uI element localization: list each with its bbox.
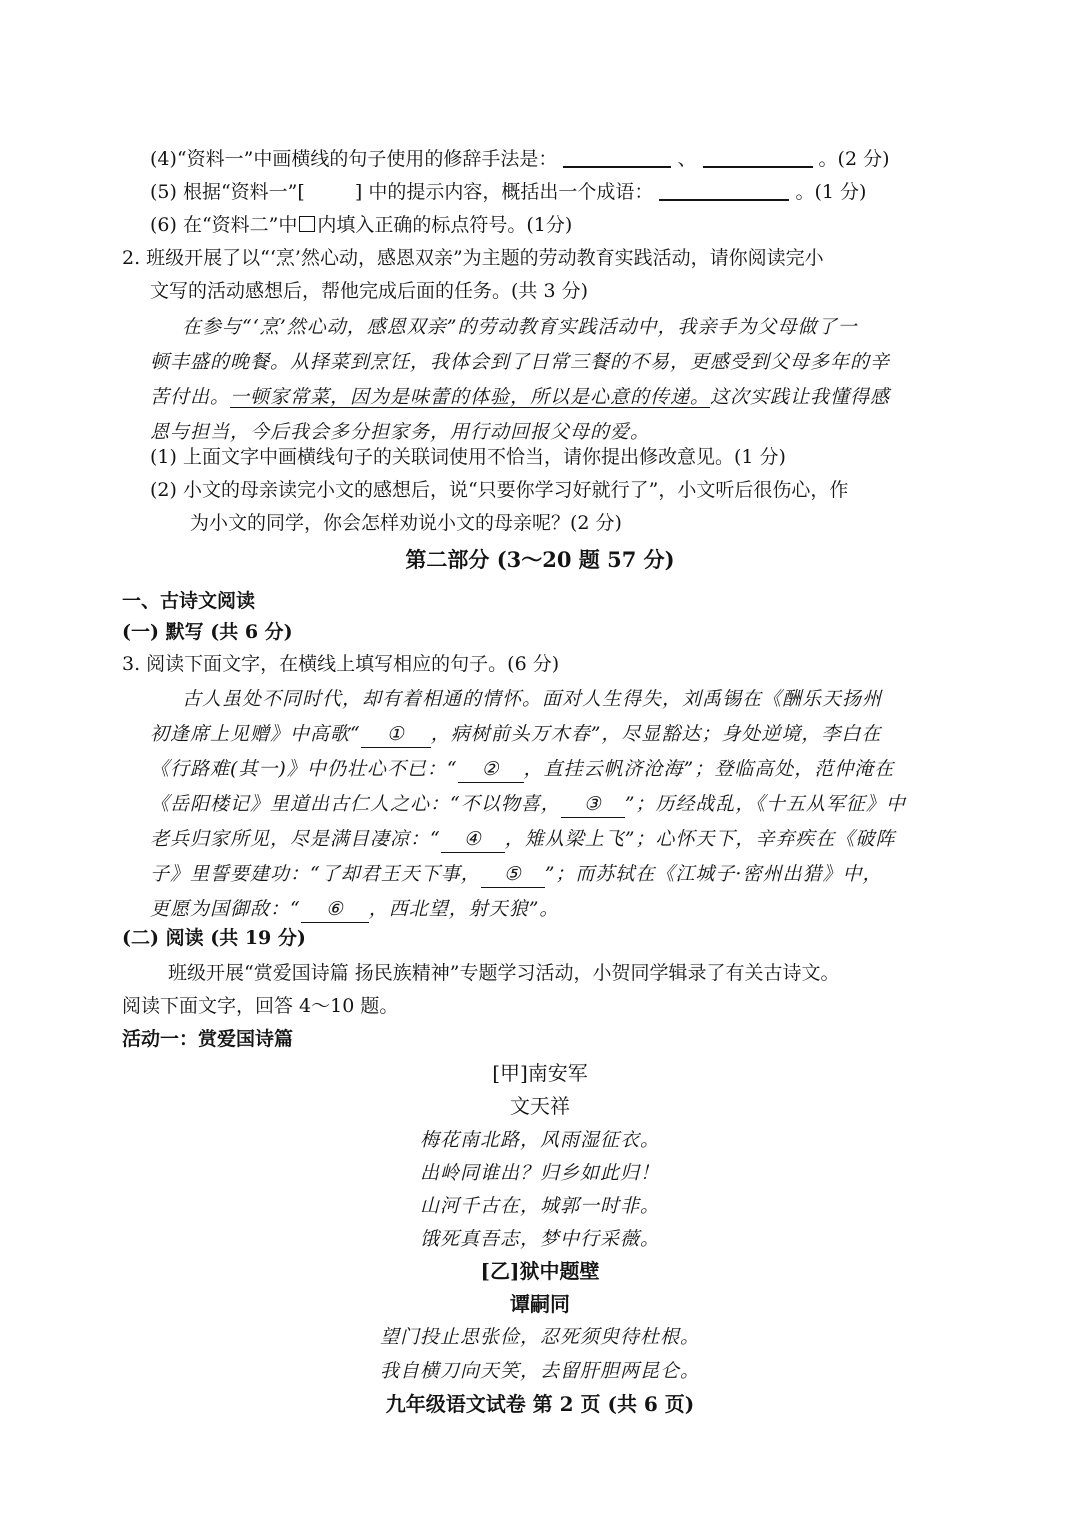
essay-line: 顿丰盛的晚餐。从择菜到烹饪，我体会到了日常三餐的不易，更感受到父母多年的辛 [150,351,891,373]
question-4: (4)“资料一”中画横线的句子使用的修辞手法是： 、 。(2 分) [150,148,890,170]
passage-line: 《行路难(其一)》中仍壮心不已：“ ② ，直挂云帆济沧海”；登临高处，范仲淹在 [150,756,894,783]
essay-line: 在参与“‘烹’然心动，感恩双亲”的劳动教育实践活动中，我亲手为父母做了一 [182,316,858,338]
subquestion-2-line1: (2) 小文的母亲读完小文的感想后，说“只要你学习好就行了”，小文听后很伤心，作 [150,479,849,501]
question-3: 3. 阅读下面文字，在横线上填写相应的句子。(6 分) [122,653,560,675]
page-footer: 九年级语文试卷 第 2 页 (共 6 页) [385,1392,695,1416]
passage-line: 《岳阳楼记》里道出古仁人之心：“不以物喜， ③ ”；历经战乱，《十五从军征》中 [150,791,906,818]
essay-line: 苦付出。一顿家常菜，因为是味蕾的体验，所以是心意的传递。这次实践让我懂得感 [150,386,891,408]
poem-title: [乙]狱中题壁 [480,1259,600,1283]
underlined-sentence: 一顿家常菜，因为是味蕾的体验，所以是心意的传递。 [230,386,711,408]
fill-blank-5[interactable]: ⑤ [481,861,545,888]
fill-blank-2[interactable]: ② [458,756,524,783]
subquestion-2-line2: 为小文的同学，你会怎样劝说小文的母亲呢？(2 分) [190,512,622,534]
part-heading: 第二部分 (3～20 题 57 分) [405,547,675,572]
section-heading: (一) 默写 (共 6 分) [122,621,293,643]
poem-line: 望门投止思张俭，忍死须臾待杜根。 [379,1326,700,1348]
passage-line: 更愿为国御敌：“ ⑥ ，西北望，射天狼”。 [150,896,559,923]
question-2-line1: 2. 班级开展了以“‘烹’然心动，感恩双亲”为主题的劳动教育实践活动，请你阅读完小 [122,247,824,269]
fill-blank-6[interactable]: ⑥ [301,896,369,923]
poem-line: 我自横刀向天笑，去留肝胆两昆仑。 [379,1360,700,1382]
activity-heading: 活动一：赏爱国诗篇 [122,1028,294,1050]
question-5: (5) 根据“资料一”[ ] 中的提示内容，概括出一个成语： 。(1 分) [150,181,867,203]
poem-line: 梅花南北路，风雨湿征衣。 [419,1129,660,1151]
box-symbol [299,216,315,232]
fill-blank-4[interactable]: ④ [441,826,505,853]
question-2-line2: 文写的活动感想后，帮他完成后面的任务。(共 3 分) [150,280,588,302]
section-heading: (二) 阅读 (共 19 分) [122,927,306,949]
question-6: (6) 在“资料二”中 内填入正确的标点符号。(1分) [150,214,573,236]
poem-title: [甲]南安军 [492,1061,588,1085]
poem-author: 谭嗣同 [510,1292,570,1316]
answer-blank[interactable] [703,146,813,168]
poem-line: 山河千古在，城郭一时非。 [419,1195,660,1217]
passage-line: 子》里誓要建功：“了却君王天下事， ⑤ ”；而苏轼在《江城子·密州出猎》中， [150,861,882,888]
answer-blank[interactable] [659,179,789,201]
passage-line: 古人虽处不同时代，却有着相通的情怀。面对人生得失，刘禹锡在《酬乐天扬州 [182,688,883,710]
passage-line: 初逢席上见赠》中高歌“ ① ，病树前头万木春”，尽显豁达；身处逆境，李白在 [150,721,881,748]
poem-author: 文天祥 [510,1094,570,1118]
intro-line: 班级开展“赏爱国诗篇 扬民族精神”专题学习活动，小贺同学辑录了有关古诗文。 [168,962,840,984]
passage-line: 老兵归家所见，尽是满目凄凉：“ ④ ，雉从梁上飞”；心怀天下，辛弃疾在《破阵 [150,826,895,853]
section-heading: 一、古诗文阅读 [122,590,256,612]
essay-line: 恩与担当，今后我会多分担家务，用行动回报父母的爱。 [150,421,651,443]
subquestion-1: (1) 上面文字中画横线句子的关联词使用不恰当，请你提出修改意见。(1 分) [150,446,786,468]
fill-blank-1[interactable]: ① [361,721,431,748]
poem-line: 出岭同谁出？归乡如此归！ [419,1162,660,1184]
answer-blank[interactable] [563,146,671,168]
poem-line: 饿死真吾志，梦中行采薇。 [419,1228,660,1250]
intro-line: 阅读下面文字，回答 4～10 题。 [122,995,399,1017]
fill-blank-3[interactable]: ③ [561,791,625,818]
